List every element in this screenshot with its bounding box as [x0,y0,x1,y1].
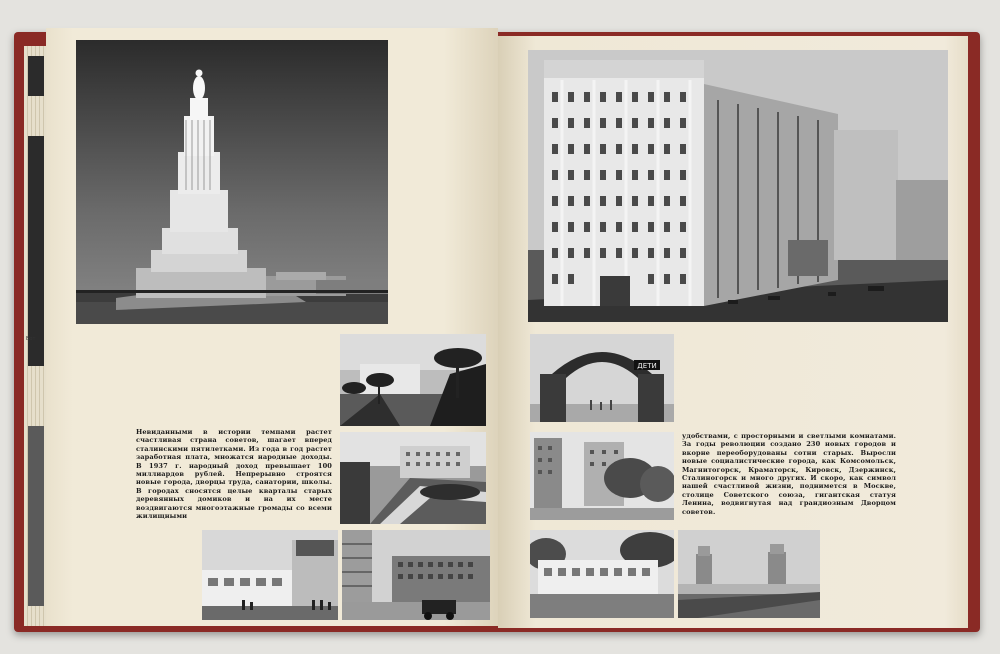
page-edge-label: Вот [26,336,36,342]
page-edge-photo-strip [28,426,44,606]
apartment-towers-photo [530,432,674,520]
government-building-photo [528,50,948,322]
arch-gate-photo [530,334,674,422]
left-page [46,28,498,626]
school-building-photo [530,530,674,618]
left-body-text: Невиданными в истории темпами растет счастливая страна советов, шагает вперед сталинскими пятилетками. Из года в год растет заработная плата, множатся народные доходы. В 1937 г. народный доход превышает 100 миллиардов рублей. Непрерывно строятся новые города, дворцы труда, санатории, школы. В городах сносятся целые кварталы старых деревянных домиков и на их месте воздвигаются многоэтажные громады со всеми жилищными [136,428,332,521]
right-body-text: удобствами, с просторными и светлыми комнатами. За годы революции создано 230 новых городов и вкорне переоборудованы сотни старых. Выросли новые социалистические города, как Комсомольск, Магнитогорск, Краматорск, Кировск, Дзержинск, Сталиногорск и много других. И скоро, как символ нашей счастливой жизни, поднимется в Москве, столице Советского союза, гигантская статуя Ленина, водвигнутая над грандиозным Дворцом советов. [682,432,896,516]
right-page [498,36,968,628]
palm-park-photo [340,334,486,426]
page-edge-photo-strip [28,56,44,96]
street-car-photo [342,530,490,620]
palace-of-soviets-photo [76,40,388,324]
modern-building-photo [202,530,338,620]
arch-sign-text: ДЕТИ [637,362,657,370]
bridge-towers-photo [678,530,820,618]
embankment-buildings-photo [340,432,486,524]
page-edge-photo-strip [28,136,44,366]
